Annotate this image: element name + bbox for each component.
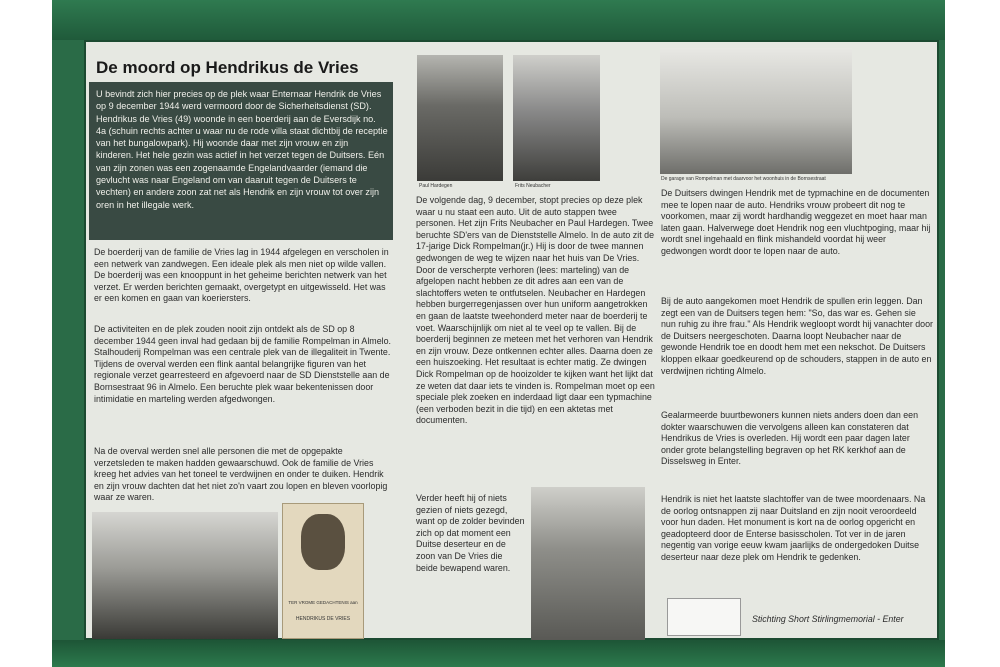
photo-hardegen bbox=[417, 55, 503, 181]
col1-paragraph-2: De activiteiten en de plek zouden nooit zijn ontdekt als de SD op 8 december 1944 geen inval had gedaan bij de familie Rompelman in Almelo. Stalhouderij Rompelman was een centrale plek van de illegaliteit in Twente. Tijdens de overval werden een flink aantal belangrijke figuren van het regionale verzet gearresteerd en afgevoerd naar de SD Dienststelle aan de Bornsestraat 96 in Almelo. Een beruchte plek waar bekentenissen door intimidatie en marteling werden afgedwongen. bbox=[94, 324, 392, 404]
credit-line: Stichting Short Stirlingmemorial - Enter bbox=[752, 614, 904, 624]
col1-paragraph-3: Na de overval werden snel alle personen die met de opgepakte verzetsleden te maken hadden gewaarschuwd. Ook de familie de Vries kreeg het advies van het toneel te verdwijnen en onder te duiken. Hendrik en zijn vrouw dachten dat het niet zo'n vaart zou lopen en bleven voorlopig waar ze waren. bbox=[94, 446, 388, 503]
foundation-logo bbox=[667, 598, 741, 636]
memorial-card bbox=[282, 503, 364, 639]
memorial-card-heading: TER VROME GEDACHTENIS aan bbox=[288, 600, 358, 605]
col2-main-text: De volgende dag, 9 december, stopt precies op deze plek waar u nu staat een auto. Uit de auto stappen twee personen. Het zijn Frits Neubacher en Paul Hardegen. Twee beruchte SD'ers van de Dienststelle Almelo. In de auto zit de 17-jarige Dick Rompelman(jr.) Hij is door de twee mannen gedwongen de weg te wijzen naar het huis van De Vries. Door de verscherpte verhoren (lees: marteling) van de afgelopen nacht hebben ze dit adres aan een van de slachtoffers weten te ontfutselen. Neubacher en Hardegen hebben burgerregenjassen over hun uniform aangetrokken en gaan de laatste tweehonderd meter naar de boerderij te voet. Waarschijnlijk om niet al te veel op te vallen. Bij de boerderij beginnen ze meteen met het verhoren van Hendrik en zijn vrouw. Deze ontkennen echter alles. Daarna doen ze een huiszoeking. Het resultaat is echter matig. Ze dwingen Dick Rompelman op de hooizolder te kijken want het lijkt dat ze weten dat daar iets te vinden is. Rompelman moet op een speciale plek zoeken en inderdaad ligt daar een typmachine (een verboden bezit in die tijd) en een aktetas met documenten. bbox=[416, 195, 655, 426]
caption-photo-3: De garage van Rompelman met daarvoor het woonhuis in de Bornsestraat bbox=[661, 176, 826, 182]
board-title: De moord op Hendrikus de Vries bbox=[96, 58, 359, 77]
col1-paragraph-1: De boerderij van de familie de Vries lag in 1944 afgelegen en verscholen in een netwerk van zandwegen. Een ideale plek als men niet op wilde vallen. De boerderij was een knooppunt in het geheime berichten netwerk van het verzet. Er werden berichten gemaakt, overgetypt en uitgewisseld. Het was er een komen en gaan van koeriersters. bbox=[94, 247, 389, 304]
frame-bottom-bar bbox=[52, 640, 945, 667]
caption-photo-1: Paul Hardegen bbox=[419, 183, 453, 189]
col2-side-text: Verder heeft hij of niets gezien of niets gezegd, want op de zolder bevinden zich op dat moment een Duitse deserteur en de zoon van De Vries die beide bewapend waren. bbox=[416, 493, 525, 573]
frame-top-bar bbox=[52, 0, 945, 40]
photo-farmhouse bbox=[92, 512, 278, 639]
col3-paragraph-4: Hendrik is niet het laatste slachtoffer van de twee moordenaars. Na de oorlog ontsnappen zij naar Duitsland en zijn nooit veroordeeld voor hun daden. Het monument is kort na de oorlog opgericht en geadopteerd door de Enterse basisscholen. Tot ver in de jaren negentig van vorige eeuw kwam jaarlijks de ondergedoken Duitse deserteur naar deze plek om Hendrik te gedenken. bbox=[661, 494, 926, 562]
memorial-card-name: HENDRIKUS DE VRIES bbox=[295, 616, 351, 622]
caption-photo-2: Frits Neubacher bbox=[515, 183, 551, 189]
photo-grave bbox=[531, 487, 645, 640]
intro-text: U bevindt zich hier precies op de plek waar Enternaar Hendrik de Vries op 9 december 1944 werd vermoord door de Sicherheitsdienst (SD). Hendrikus de Vries (49) woonde in een boerderij aan de Eversdijk no. 4a (schuin rechts achter u waar nu de rode villa staat dichtbij de receptie van het bungalowpark). Hij woonde daar met zijn vrouw en zijn kinderen. Het hele gezin was actief in het verzet tegen de Duitsers. Eén van zijn zonen was een zogenaamde Engelandvaarder (iemand die gevlucht was naar Engeland om van daaruit tegen de Duitsers te vechten) en andere zoon zat net als Hendrik en zijn vrouw tot over zijn oren in het illegale werk. bbox=[96, 89, 388, 210]
photo-garage bbox=[660, 48, 852, 174]
col3-paragraph-1: De Duitsers dwingen Hendrik met de typmachine en de documenten mee te lopen naar de auto. Hendriks vrouw probeert dit nog te voorkomen, maar zij wordt hardhandig weggezet en moet haar man laten gaan. Halverwege doet Hendrik nog een vluchtpoging, maar hij wordt snel ingehaald en flink mishandeld voordat hij weer gedwongen wordt door te lopen naar de auto. bbox=[661, 188, 931, 256]
col3-paragraph-3: Gealarmeerde buurtbewoners kunnen niets anders doen dan een dokter waarschuwen die vervolgens alleen kan constateren dat Hendrikus de Vries is overleden. Hij wordt een paar dagen later onder grote belangstelling begraven op het RK kerkhof aan de Disselsweg in Enter. bbox=[661, 410, 919, 467]
photo-neubacher bbox=[513, 55, 600, 181]
col3-paragraph-2: Bij de auto aangekomen moet Hendrik de spullen erin leggen. Dan zegt een van de Duitsers tegen hem: "So, das war es. Gehen sie nun ruhig zu ihre frau." Als Hendrik wegloopt wordt hij vanachter door de Duitsers neergeschoten. Daarna loopt Neubacher naar de gewonde Hendrik toe en doodt hem met een nekschot. De Duitsers kloppen elkaar goedkeurend op de schouders, stappen in de auto en verdwijnen richting Almelo. bbox=[661, 296, 934, 376]
